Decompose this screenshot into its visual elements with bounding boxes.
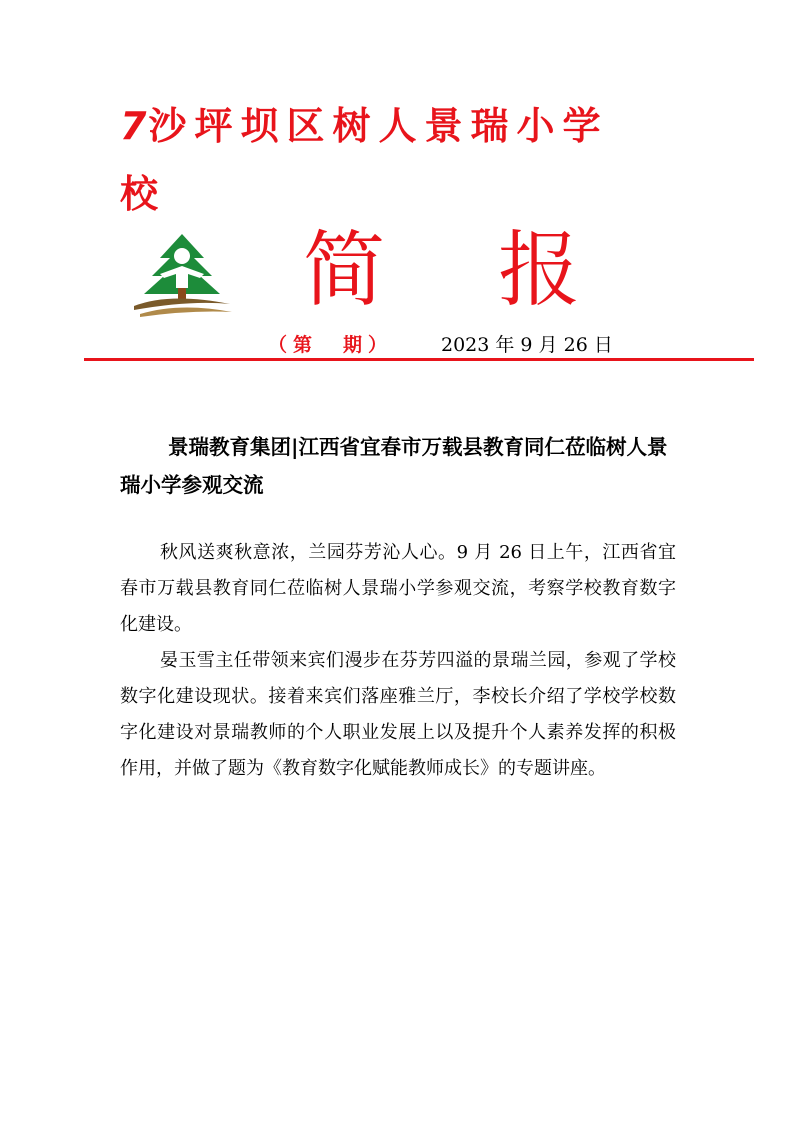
masthead-number: 7 (120, 104, 149, 148)
article-paragraph-2: 晏玉雪主任带领来宾们漫步在芬芳四溢的景瑞兰园，参观了学校数字化建设现状。接着来宾们落座雅兰厅，李校长介绍了学校学校数字化建设对景瑞教师的个人职业发展上以及提升个人素养发挥的积极作用，并做了题为《教育数字化赋能教师成长》的专题讲座。 (120, 650, 676, 779)
article-body (120, 535, 676, 787)
brief-title-char-1: 简 (303, 223, 386, 318)
article-title: 景瑞教育集团|江西省宜春市万载县教育同仁莅临树人景瑞小学参观交流 (120, 435, 668, 497)
red-divider-rule (84, 358, 754, 361)
school-name-text: 沙坪坝区树人景瑞小学 (148, 103, 609, 148)
tree-person-logo-icon (130, 230, 234, 318)
issue-date: 2023 年 9 月 26 日 (441, 334, 613, 356)
school-name-line-1 (120, 100, 720, 152)
issue-number (268, 332, 393, 358)
issue-label: （第 期） (268, 334, 394, 356)
brief-title-char-2: 报 (498, 223, 581, 318)
school-name-line-2: 校 (120, 171, 159, 216)
article-paragraph-1: 秋风送爽秋意浓，兰园芬芳沁人心。9 月 26 日上午，江西省宜春市万载县教育同仁莅临树人景瑞小学参观交流，考察学校教育数字化建设。 (120, 542, 676, 635)
